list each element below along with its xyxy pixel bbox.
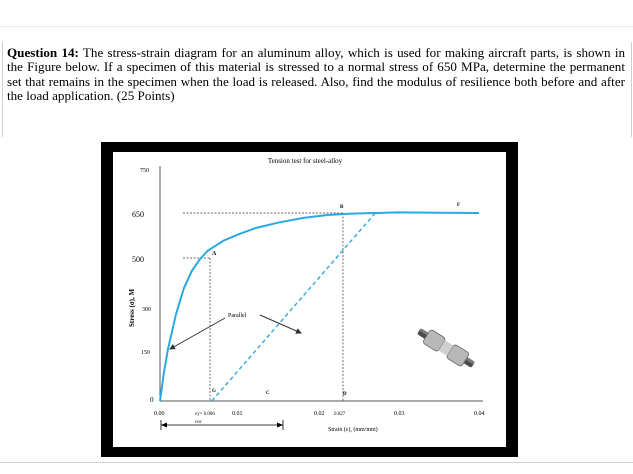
x-tick-001: 0.01 [232,411,243,417]
point-label-b: B [340,205,344,210]
unloading-line [212,213,375,401]
eoc-arrow-left [161,423,167,428]
x-tick-002: 0.02 [314,411,325,417]
x-tick-003: 0.03 [394,411,405,417]
question-text-block [7,46,625,103]
top-divider [0,26,633,27]
y-tick-300: 300 [142,307,151,313]
right-border [631,42,632,137]
y-tick-500: 500 [132,255,144,264]
x-tick-ey: εy= 0.006 [195,412,215,417]
stress-strain-curve [160,212,479,401]
point-label-g: G [212,389,216,394]
point-label-f: F [457,203,461,208]
figure-frame [101,142,518,457]
bottom-divider [0,462,633,463]
x-tick-004: 0.04 [474,411,485,417]
point-label-c: C [266,391,270,396]
x-axis-label: Strain (ε), (mm/mm) [328,427,378,433]
parallel-arrow-right [260,315,301,333]
y-tick-650: 650 [132,210,144,219]
y-axis-label: Stress (σ), M [128,288,136,327]
left-border [2,42,3,137]
figure-canvas [113,152,506,447]
y-tick-150: 150 [141,350,150,356]
y-tick-0: 0 [150,396,154,404]
question-body: The stress-strain diagram for an aluminum alloy, which is used for making aircraft parts, is shown in the Figure below. If a specimen of this material is stressed to a normal stress of 650 MPa, determine the permanent set that remains in the specimen when the load is released. Also, find the modulus of resilience both before and after the load application. (25 Points) [7,45,625,103]
x-tick-0027: 0.027 [334,412,346,417]
point-label-a: A [212,251,217,257]
y-tick-750: 750 [140,168,149,174]
x-tick-0: 0.00 [154,411,165,417]
question-label: Question 14: [7,45,79,60]
top-bar [0,0,633,26]
eoc-label: εoc [195,420,202,425]
stress-strain-chart [113,152,506,447]
eoc-arrow-right [277,423,283,428]
chart-title: Tension test for steel-alloy [267,157,343,165]
point-label-d: D [343,392,347,397]
specimen-image [415,324,478,371]
parallel-arrow-left [170,318,225,349]
parallel-label: Parallel [228,313,247,319]
